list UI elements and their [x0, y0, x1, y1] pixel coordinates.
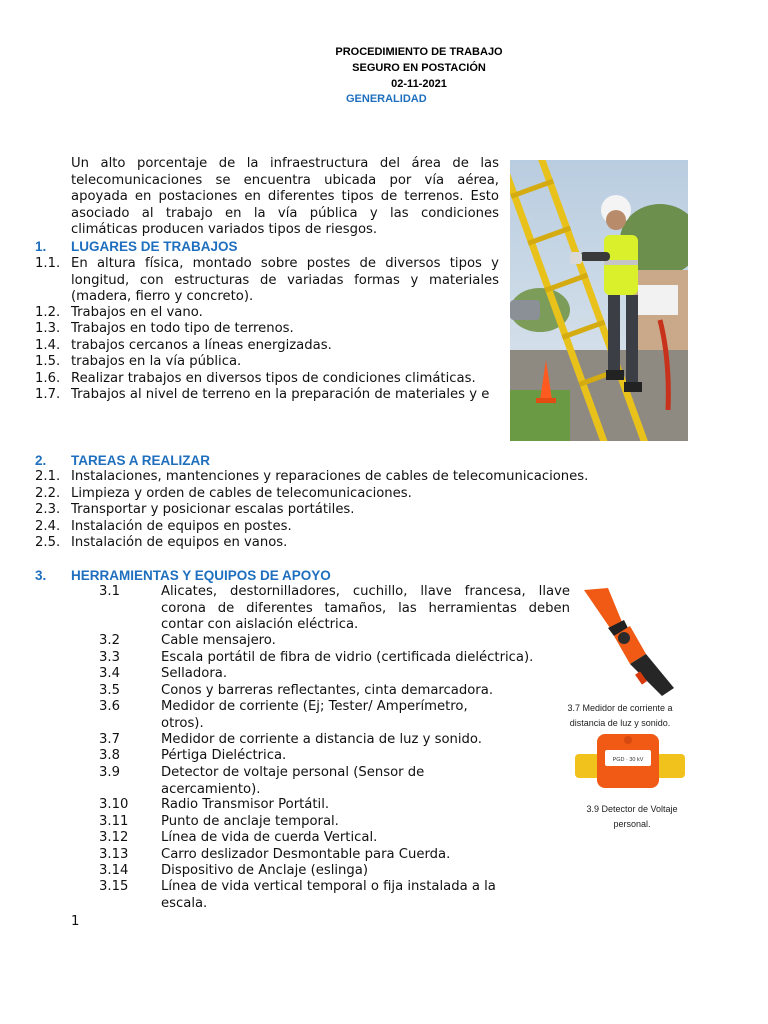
intro-line: climáticas producen variados tipos de riesgos.: [71, 222, 378, 237]
current-meter-image: [578, 588, 684, 698]
item-number: 3.14: [99, 863, 129, 878]
item-text: Radio Transmisor Portátil.: [161, 797, 330, 812]
photo-illustration: [510, 160, 688, 441]
item-number: 3.9: [99, 765, 120, 780]
item-number: 3.6: [99, 699, 120, 714]
caption-line: 3.9 Detector de Voltaje: [586, 804, 678, 814]
intro-paragraph: [71, 156, 499, 239]
item-line: Línea de vida vertical temporal o fija instalada a la: [161, 879, 496, 894]
doc-title-line2: SEGURO EN POSTACIÓN: [352, 62, 486, 74]
item-number: 1.4.: [35, 338, 61, 353]
item-text: Escala portátil de fibra de vidrio (certificada dieléctrica).: [161, 650, 534, 665]
section-title: LUGARES DE TRABAJOS: [71, 239, 238, 254]
item-text: Trabajos en el vano.: [71, 305, 203, 320]
intro-line: Un alto porcentaje de la infraestructura del área de las: [71, 156, 499, 171]
section-title: HERRAMIENTAS Y EQUIPOS DE APOYO: [71, 568, 331, 583]
list-item: [0, 387, 510, 404]
item-number: 2.2.: [35, 486, 61, 501]
voltage-detector-image: [575, 732, 685, 792]
item-text: Trabajos en todo tipo de terrenos.: [71, 321, 294, 336]
caption-line: 3.7 Medidor de corriente a: [567, 703, 673, 713]
intro-line: telecomunicaciones se encuentra ubicada por vía aérea,: [71, 172, 499, 188]
item-text: Medidor de corriente a distancia de luz y sonido.: [161, 732, 482, 747]
item-text: Selladora.: [161, 666, 228, 681]
section-number: 3.: [35, 568, 47, 583]
item-line: longitud, con estructuras de variadas formas y materiales: [71, 272, 499, 288]
item-text: Realizar trabajos en diversos tipos de condiciones climáticas.: [71, 371, 476, 386]
item-text: Punto de anclaje temporal.: [161, 814, 339, 829]
item-line: (madera, fierro y concreto).: [71, 289, 254, 304]
item-text: Instalación de equipos en vanos.: [71, 535, 288, 550]
item-line: acercamiento).: [161, 781, 261, 797]
intro-line: asociado al trabajo en la vía pública y las condiciones: [71, 205, 499, 221]
page-number: 1: [71, 914, 80, 929]
item-line: Detector de voltaje personal (Sensor de: [161, 765, 425, 780]
item-number: 2.3.: [35, 502, 61, 517]
item-number: 3.13: [99, 847, 129, 862]
item-number: 3.5: [99, 683, 120, 698]
item-text: Instalaciones, mantenciones y reparaciones de cables de telecomunicaciones.: [71, 469, 589, 484]
current-meter-illustration: [578, 588, 684, 698]
detector-label: PGD · 30 kV: [612, 757, 644, 763]
item-text: Transportar y posicionar escalas portátiles.: [71, 502, 355, 517]
caption-line: personal.: [613, 819, 651, 829]
worker-ladder-photo: [510, 160, 688, 441]
item-number: 3.3: [99, 650, 120, 665]
item-number: 3.12: [99, 830, 129, 845]
item-number: 1.6.: [35, 371, 61, 386]
item-number: 1.1.: [35, 256, 61, 271]
doc-subtitle: GENERALIDAD: [346, 93, 427, 105]
item-text: [161, 879, 496, 912]
item-number: 1.2.: [35, 305, 61, 320]
item-text: Trabajos al nivel de terreno en la preparación de materiales y e: [71, 387, 490, 402]
item-text: [71, 256, 499, 306]
item-number: 3.11: [99, 814, 129, 829]
item-text: Dispositivo de Anclaje (eslinga): [161, 863, 368, 878]
item-line: otros).: [161, 715, 204, 731]
doc-title-line1: PROCEDIMIENTO DE TRABAJO: [335, 46, 503, 58]
item-text: [161, 584, 570, 634]
item-line: escala.: [161, 895, 208, 911]
item-number: 3.2: [99, 633, 120, 648]
item-line: En altura física, montado sobre postes de diversos tipos y: [71, 256, 499, 271]
doc-date: 02-11-2021: [391, 78, 447, 90]
item-number: 3.10: [99, 797, 129, 812]
item-number: 1.7.: [35, 387, 61, 402]
item-number: 2.4.: [35, 519, 61, 534]
item-text: Pértiga Dieléctrica.: [161, 748, 287, 763]
item-text: trabajos en la vía pública.: [71, 354, 242, 369]
section-number: 2.: [35, 453, 47, 468]
item-line: Alicates, destornilladores, cuchillo, llave francesa, llave: [161, 584, 570, 599]
item-text: Limpieza y orden de cables de telecomunicaciones.: [71, 486, 412, 501]
item-text: Línea de vida de cuerda Vertical.: [161, 830, 378, 845]
meter-caption: [556, 701, 684, 731]
section-number: 1.: [35, 239, 47, 254]
item-text: [161, 699, 468, 732]
item-number: 3.4: [99, 666, 120, 681]
item-text: Carro deslizador Desmontable para Cuerda.: [161, 847, 451, 862]
item-line: corona de diferentes tamaños, las herramientas deben: [161, 600, 570, 616]
item-text: Conos y barreras reflectantes, cinta demarcadora.: [161, 683, 494, 698]
section-title: TAREAS A REALIZAR: [71, 453, 210, 468]
detector-caption: [568, 802, 696, 832]
caption-line: distancia de luz y sonido.: [569, 718, 671, 728]
item-number: 2.5.: [35, 535, 61, 550]
voltage-detector-illustration: [575, 732, 685, 792]
item-text: trabajos cercanos a líneas energizadas.: [71, 338, 332, 353]
item-number: 2.1.: [35, 469, 61, 484]
item-text: Instalación de equipos en postes.: [71, 519, 292, 534]
item-number: 3.1: [99, 584, 120, 599]
item-line: contar con aislación eléctrica.: [161, 617, 359, 632]
item-number: 3.15: [99, 879, 129, 894]
item-number: 1.3.: [35, 321, 61, 336]
item-number: 3.7: [99, 732, 120, 747]
item-line: Medidor de corriente (Ej; Tester/ Amperímetro,: [161, 699, 468, 714]
item-text: [161, 765, 424, 798]
item-number: 3.8: [99, 748, 120, 763]
intro-line: apoyada en postaciones en diferentes tipos de terrenos. Esto: [71, 189, 499, 204]
item-number: 1.5.: [35, 354, 61, 369]
item-text: Cable mensajero.: [161, 633, 276, 648]
